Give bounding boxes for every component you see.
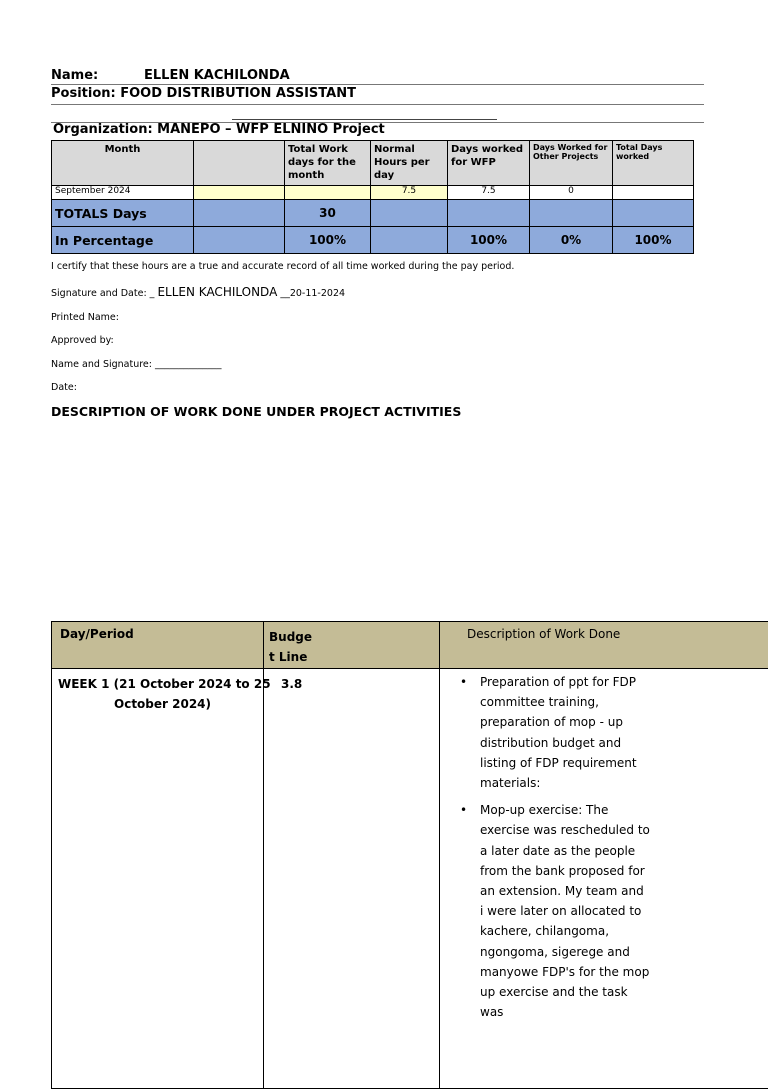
percent-wfp: 100% xyxy=(448,227,530,254)
underline-fragment xyxy=(232,119,497,120)
month-total-days-cell xyxy=(285,186,371,200)
totals-label: TOTALS Days xyxy=(52,200,194,227)
work-items-list xyxy=(458,672,768,1022)
totals-other xyxy=(530,200,613,227)
col-total-days: Total Days worked xyxy=(613,141,694,186)
budget-cell xyxy=(263,669,440,1089)
col-blank xyxy=(194,141,285,186)
timesheet-header-row xyxy=(52,141,694,186)
timesheet-totals-row xyxy=(52,200,694,227)
employee-name: ELLEN KACHILONDA xyxy=(144,68,290,83)
timesheet-month-row xyxy=(52,186,694,200)
position-title: Position: FOOD DISTRIBUTION ASSISTANT xyxy=(51,86,356,101)
organization-title: Organization: MANEPO – WFP ELNINO Project xyxy=(53,122,385,137)
work-item-1: • Preparation of ppt for FDP committee training, preparation of mop - up distribution budget and listing of FDP requirement materials: xyxy=(458,672,650,793)
certification-statement: I certify that these hours are a true and accurate record of all time worked during the pay period. xyxy=(51,261,515,272)
percent-other: 0% xyxy=(530,227,613,254)
header-budget-label-1: Budge xyxy=(269,630,313,644)
timesheet-table xyxy=(51,140,694,254)
section-title: DESCRIPTION OF WORK DONE UNDER PROJECT ACTIVITIES xyxy=(51,404,462,419)
signature-name: ELLEN KACHILONDA xyxy=(157,285,278,299)
header-day-period-label: Day/Period xyxy=(60,627,134,641)
work-item-2: • Mop-up exercise: The exercise was rescheduled to a later date as the people from the bank proposed for an extension. My team and i were later on allocated to kachere, chilangoma, ngongoma, sigerege and manyowe FDP's for the mop up exercise and the task was xyxy=(458,800,650,1022)
printed-name-label: Printed Name: xyxy=(51,312,119,323)
header-day-period xyxy=(51,621,264,669)
month-other-cell: 0 xyxy=(530,186,613,200)
week-line-2: October 2024) xyxy=(114,697,212,711)
name-and-signature-label: Name and Signature: ______________ xyxy=(51,359,222,370)
week-line-1: WEEK 1 (21 October 2024 to 25 xyxy=(58,677,271,691)
budget-value: 3.8 xyxy=(281,677,303,691)
col-total-work-days: Total Work days for the month xyxy=(285,141,371,186)
timesheet-percent-row xyxy=(52,227,694,254)
header-budget-label-2: t Line xyxy=(269,650,308,664)
position-divider xyxy=(51,104,704,105)
percent-blank xyxy=(194,227,285,254)
header-budget-line xyxy=(263,621,440,669)
date-label: Date: xyxy=(51,382,77,393)
percent-label: In Percentage xyxy=(52,227,194,254)
totals-wfp xyxy=(448,200,530,227)
header-description xyxy=(439,621,768,669)
col-days-wfp: Days worked for WFP xyxy=(448,141,530,186)
totals-hours xyxy=(371,200,448,227)
col-days-other: Days Worked for Other Projects xyxy=(530,141,613,186)
signature-label: Signature and Date: _ xyxy=(51,288,155,299)
totals-blank xyxy=(194,200,285,227)
percent-hours xyxy=(371,227,448,254)
percent-work-days: 100% xyxy=(285,227,371,254)
week-cell xyxy=(51,669,271,1089)
month-total-cell xyxy=(613,186,694,200)
month-blank-cell xyxy=(194,186,285,200)
name-divider xyxy=(51,84,704,85)
col-normal-hours: Normal Hours per day xyxy=(371,141,448,186)
name-label: Name: xyxy=(51,68,99,83)
month-cell: September 2024 xyxy=(52,186,194,200)
totals-total xyxy=(613,200,694,227)
col-month: Month xyxy=(52,141,194,186)
header-description-label: Description of Work Done xyxy=(467,627,621,641)
signature-line xyxy=(51,285,345,299)
percent-total: 100% xyxy=(613,227,694,254)
month-hours-cell: 7.5 xyxy=(371,186,448,200)
approved-by-label: Approved by: xyxy=(51,335,114,346)
signature-date: __20-11-2024 xyxy=(280,288,346,299)
totals-work-days: 30 xyxy=(285,200,371,227)
description-cell xyxy=(439,669,768,1089)
month-wfp-cell: 7.5 xyxy=(448,186,530,200)
name-row xyxy=(51,68,290,83)
